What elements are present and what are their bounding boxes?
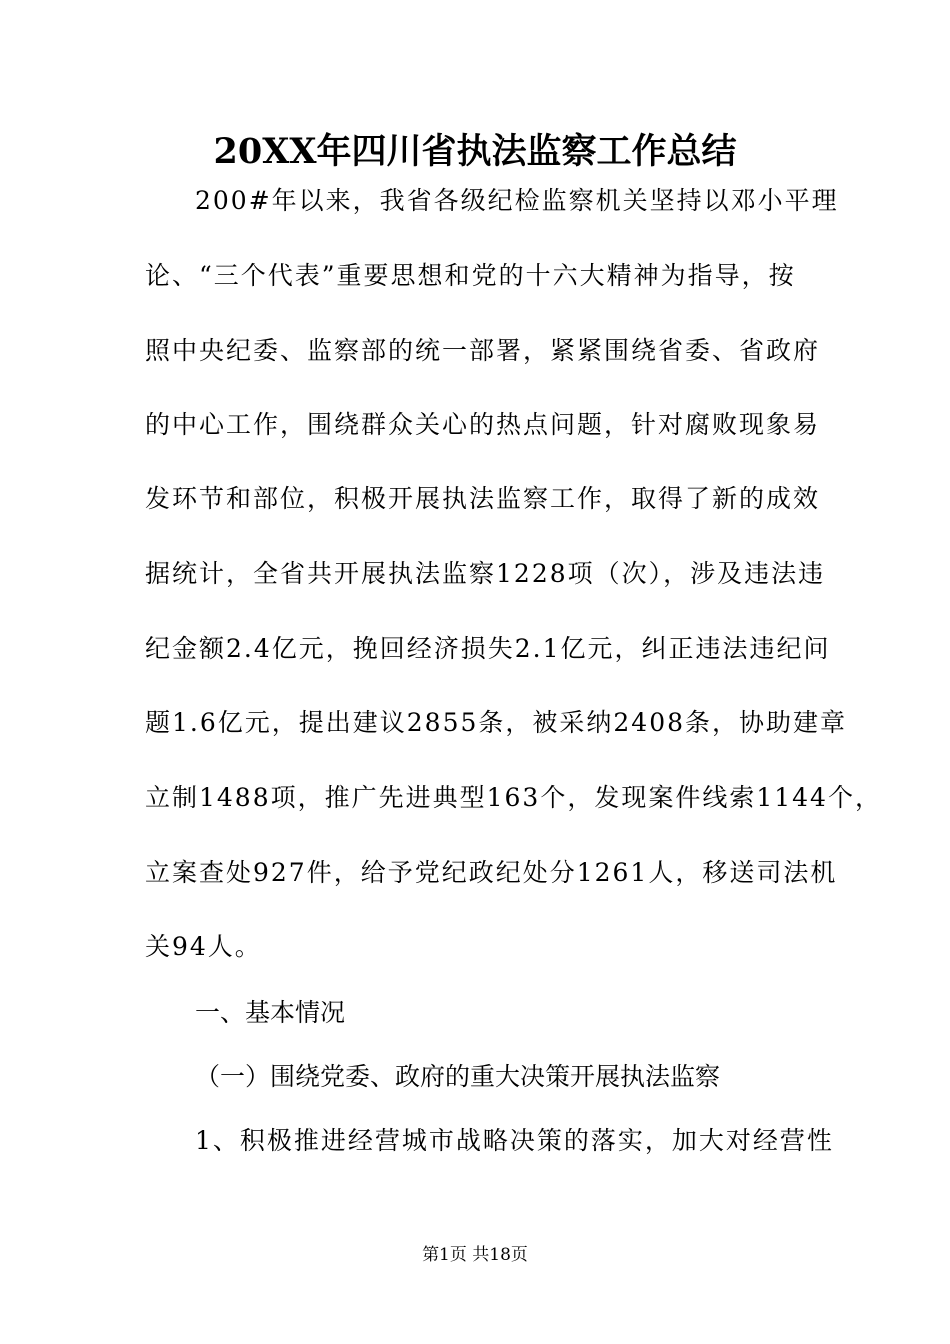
body-line-6: 据统计，全省共开展执法监察1228项（次），涉及违法违 (145, 559, 826, 588)
body-line-11: 关94人。 (145, 932, 262, 961)
section-heading-basic: 一、基本情况 (195, 998, 346, 1027)
body-line-3: 照中央纪委、监察部的统一部署，紧紧围绕省委、省政府 (145, 336, 821, 365)
body-line-12: 1、积极推进经营城市战略决策的落实，加大对经营性 (195, 1126, 834, 1155)
body-line-7: 纪金额2.4亿元，挽回经济损失2.1亿元，纠正违法违纪问 (145, 634, 831, 663)
body-line-5: 发环节和部位，积极开展执法监察工作，取得了新的成效 (145, 484, 821, 513)
body-line-10: 立案查处927件，给予党纪政纪处分1261人，移送司法机 (145, 858, 838, 887)
body-line-9: 立制1488项，推广先进典型163个，发现案件线索1144个， (145, 783, 882, 812)
subsection-heading: （一）围绕党委、政府的重大决策开展执法监察 (195, 1062, 721, 1091)
document-title: 20XX年四川省执法监察工作总结 (213, 131, 737, 172)
body-line-4: 的中心工作，围绕群众关心的热点问题，针对腐败现象易 (145, 410, 821, 439)
page-number-footer: 第1页 共18页 (422, 1245, 528, 1265)
body-line-2: 论、“三个代表”重要思想和党的十六大精神为指导，按 (145, 261, 796, 290)
body-line-8: 题1.6亿元，提出建议2855条，被采纳2408条，协助建章 (145, 708, 848, 737)
body-line-1: 200#年以来，我省各级纪检监察机关坚持以邓小平理 (195, 186, 839, 215)
